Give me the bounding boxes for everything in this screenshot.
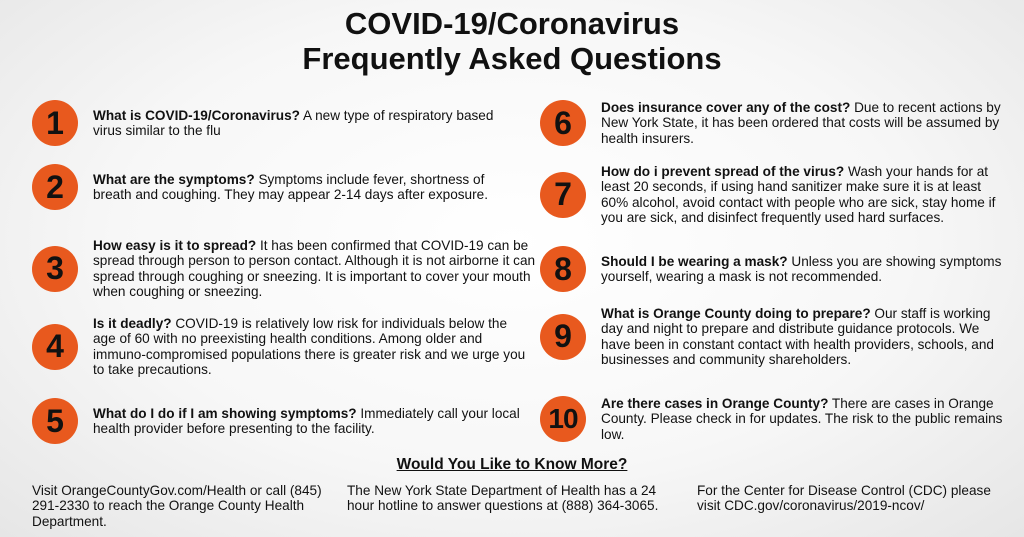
faq-answer: COVID-19 is relatively low risk for individuals below the age of 60 with no preexisting health conditions. Among older and immuno-compromised populations there is greater risk and we urge you to take precautions.	[93, 316, 526, 378]
faq-answer: There are cases in Orange County. Please check in for updates. The risk to the public remains low.	[601, 396, 1003, 442]
faq-item-2	[32, 164, 512, 210]
contact-nys-doh: The New York State Department of Health has a 24 hour hotline to answer questions at (888) 364-3065.	[347, 483, 659, 514]
number-badge: 4	[32, 324, 78, 370]
faq-item-4	[32, 316, 532, 378]
faq-item-1	[32, 100, 512, 146]
faq-question: Are there cases in Orange County?	[601, 396, 829, 411]
faq-answer: A new type of respiratory based virus similar to the flu	[93, 107, 494, 138]
number-badge: 3	[32, 246, 78, 292]
faq-answer: Due to recent actions by New York State, it has been ordered that costs will be assumed by health insurers.	[601, 100, 1001, 146]
faq-answer: Unless you are showing symptoms yourself, wearing a mask is not recommended.	[601, 253, 1002, 284]
faq-item-8	[540, 246, 1010, 292]
faq-item-10	[540, 396, 1010, 442]
faq-question: How do i prevent spread of the virus?	[601, 164, 845, 179]
faq-question: Is it deadly?	[93, 316, 172, 331]
faq-answer: Immediately call your local health provider before presenting to the facility.	[93, 405, 520, 436]
title-line-1: COVID-19/Coronavirus	[344, 6, 680, 41]
number-badge: 7	[540, 172, 586, 218]
faq-question: How easy is it to spread?	[93, 238, 257, 253]
faq-answer: Our staff is working day and night to prepare and distribute guidance protocols. We have been in constant contact with health providers, schools, and businesses and community shareholders.	[601, 306, 994, 368]
number-badge: 2	[32, 164, 78, 210]
title-line-2: Frequently Asked Questions	[302, 41, 722, 76]
number-badge: 10	[540, 396, 586, 442]
faq-question: What do I do if I am showing symptoms?	[93, 405, 357, 421]
faq-question: What is Orange County doing to prepare?	[601, 306, 871, 321]
faq-question: Should I be wearing a mask?	[601, 253, 788, 269]
faq-question: What are the symptoms?	[93, 171, 255, 187]
faq-question: What is COVID-19/Coronavirus?	[93, 107, 300, 123]
number-badge: 6	[540, 100, 586, 146]
number-badge: 1	[32, 100, 78, 146]
page-title	[0, 6, 1024, 76]
faq-answer: Symptoms include fever, shortness of breath and coughing. They may appear 2-14 days after exposure.	[93, 171, 488, 202]
faq-item-5	[32, 398, 522, 444]
faq-answer: It has been confirmed that COVID-19 can be spread through person to person contact. Although it is not airborne it can spread through coughing or sneezing. It is important to cover your mouth when coughing or sneezing.	[93, 238, 536, 300]
faq-item-6	[540, 100, 1010, 146]
number-badge: 5	[32, 398, 78, 444]
faq-item-9	[540, 306, 1010, 368]
contact-orange-county: Visit OrangeCountyGov.com/Health or call (845) 291-2330 to reach the Orange County Health Department.	[32, 483, 322, 529]
number-badge: 8	[540, 246, 586, 292]
faq-answer: Wash your hands for at least 20 seconds, if using hand sanitizer make sure it is at least 60% alcohol, avoid contact with people who are sick, stay home if you are sick, and disinfect frequently used hard surfaces.	[601, 164, 996, 226]
faq-item-7	[540, 164, 1010, 226]
faq-question: Does insurance cover any of the cost?	[601, 100, 851, 115]
faq-item-3	[32, 238, 542, 300]
number-badge: 9	[540, 314, 586, 360]
know-more-heading: Would You Like to Know More?	[396, 456, 628, 473]
contact-cdc: For the Center for Disease Control (CDC) please visit CDC.gov/coronavirus/2019-ncov/	[697, 483, 991, 514]
